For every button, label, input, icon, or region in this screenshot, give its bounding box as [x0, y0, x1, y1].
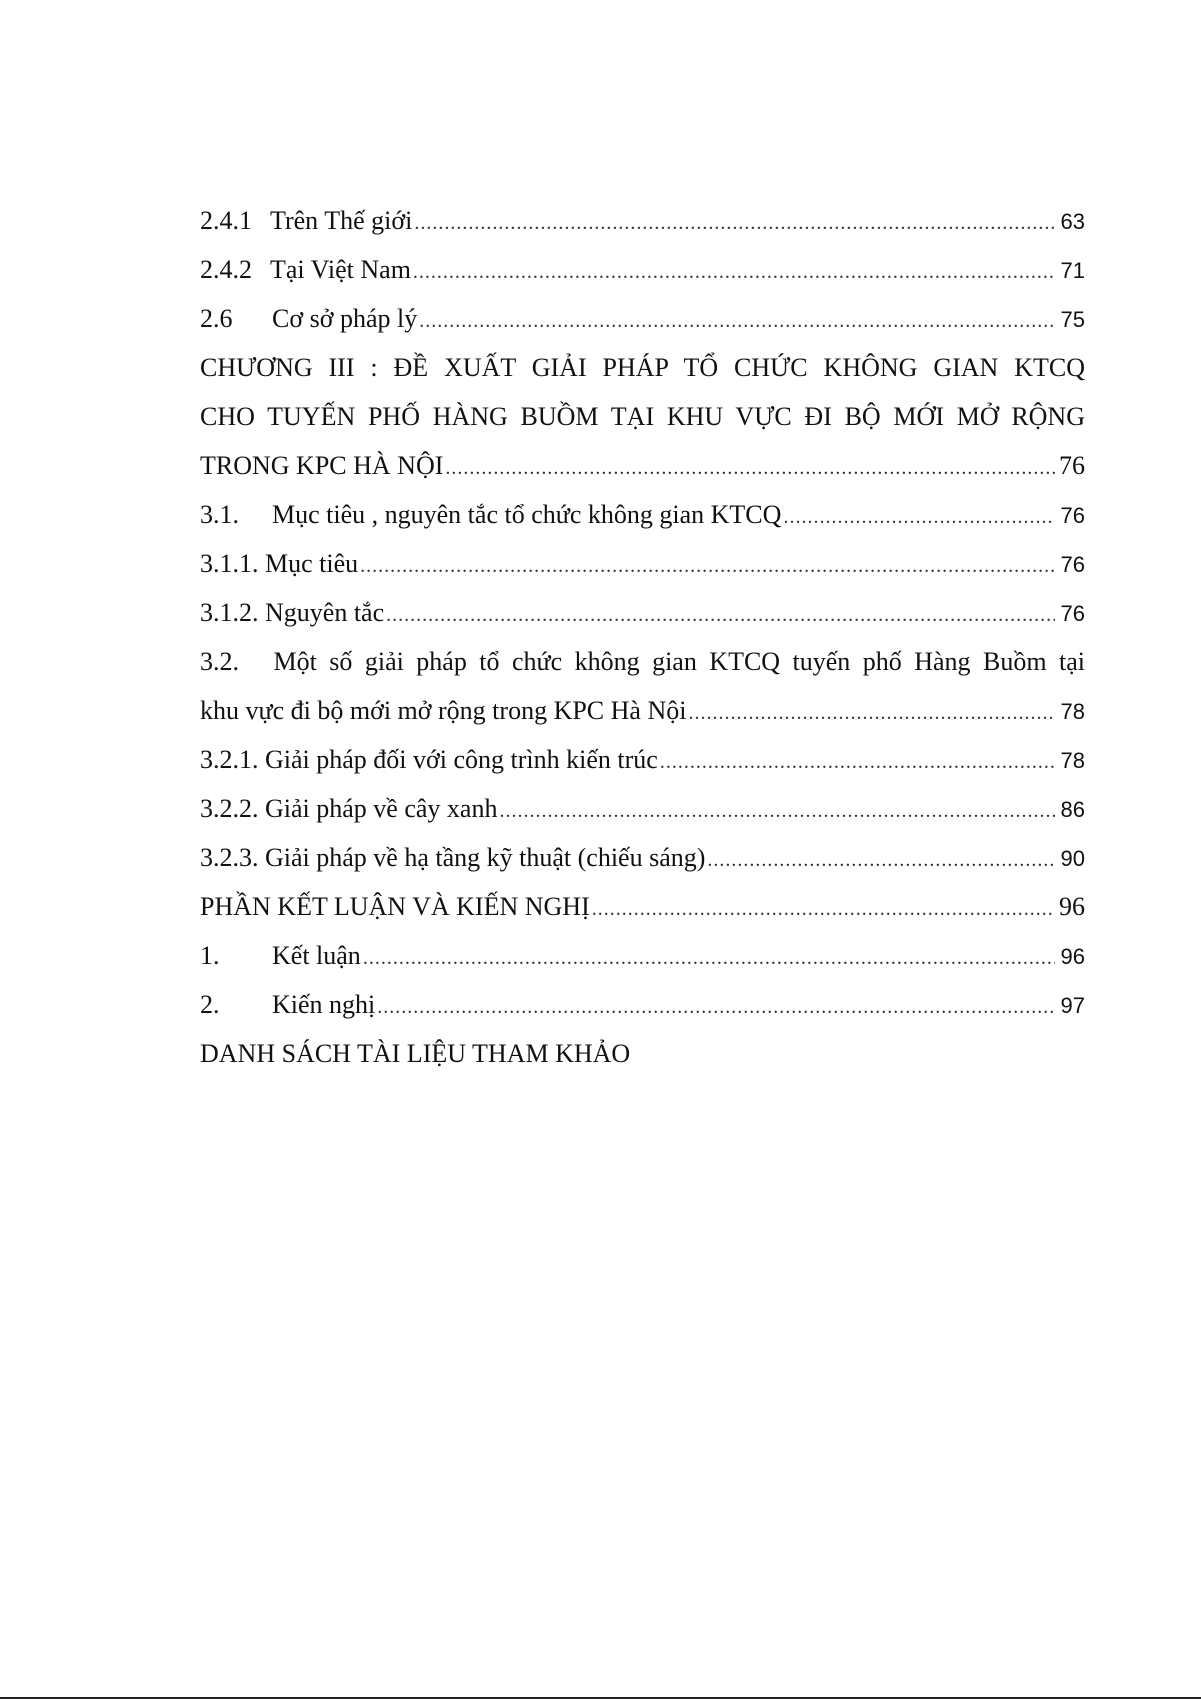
toc-entry-title: 3.1.1. Mục tiêu [200, 549, 359, 578]
toc-entry-page: 78 [1060, 699, 1085, 724]
toc-entry-title: 3.2.1. Giải pháp đối với công trình kiến trúc [200, 745, 658, 774]
toc-entry [200, 735, 1085, 784]
toc-entry [200, 196, 1085, 245]
toc-entry [200, 931, 1085, 980]
toc-entry-page: 76 [1060, 601, 1085, 626]
toc-entry [200, 588, 1085, 637]
dot-leader [413, 248, 1055, 297]
toc-entry-title: DANH SÁCH TÀI LIỆU THAM KHẢO [200, 1039, 631, 1068]
toc-entry-page: 86 [1060, 797, 1085, 822]
toc-entry-title: 3.2.3. Giải pháp về hạ tầng kỹ thuật (chiếu sáng) [200, 843, 706, 872]
dot-leader [688, 689, 1055, 738]
dot-leader [783, 493, 1055, 542]
dot-leader [419, 297, 1055, 346]
toc-entry-page: 76 [1060, 552, 1085, 577]
toc-entry-title: khu vực đi bộ mới mở rộng trong KPC Hà Nội [200, 696, 687, 725]
table-of-contents [200, 196, 1085, 1078]
toc-entry-number: 2.4.1 [200, 206, 252, 235]
toc-entry-page: 71 [1060, 258, 1085, 283]
toc-entry [200, 784, 1085, 833]
toc-entry-title: Kết luận [272, 941, 361, 970]
toc-entry-title: PHẦN KẾT LUẬN VÀ KIẾN NGHỊ [200, 892, 590, 921]
dot-leader [363, 934, 1055, 983]
toc-entry [200, 245, 1085, 294]
toc-entry-number: 2. [200, 990, 220, 1019]
toc-entry-number: 2.6 [200, 304, 233, 333]
dot-leader [445, 444, 1055, 493]
toc-entry-title: 3.1.2. Nguyên tắc [200, 598, 385, 627]
toc-entry [200, 833, 1085, 882]
toc-entry-number: 3.2. [200, 647, 239, 676]
toc-entry-page: 97 [1060, 993, 1085, 1018]
toc-entry-title: Mục tiêu , nguyên tắc tổ chức không gian KTCQ [272, 500, 782, 529]
toc-entry [200, 441, 1085, 490]
toc-entry-page: 76 [1059, 451, 1085, 480]
toc-entry-page: 78 [1060, 748, 1085, 773]
toc-entry-page: 96 [1060, 944, 1085, 969]
toc-entry [200, 686, 1085, 735]
dot-leader [499, 787, 1055, 836]
dot-leader [386, 591, 1055, 640]
toc-entry-title: Cơ sở pháp lý [272, 304, 418, 333]
toc-entry [200, 882, 1085, 931]
toc-entry [200, 980, 1085, 1029]
toc-entry [200, 1029, 1085, 1078]
toc-entry [200, 294, 1085, 343]
toc-entry-page: 63 [1060, 209, 1085, 234]
toc-entry [200, 637, 1085, 686]
toc-entry-page: 96 [1059, 892, 1085, 921]
toc-entry-page: 76 [1060, 503, 1085, 528]
toc-chapter-line: CHƯƠNG III : ĐỀ XUẤT GIẢI PHÁP TỔ CHỨC KHÔNG GIAN KTCQ [200, 353, 1085, 382]
toc-entry-number: 1. [200, 941, 220, 970]
toc-entry-number: 3.1. [200, 500, 239, 529]
dot-leader [592, 885, 1055, 934]
toc-entry-page: 75 [1060, 307, 1085, 332]
toc-entry-title: Tại Việt Nam [270, 255, 411, 284]
toc-entry-title: Một số giải pháp tổ chức không gian KTCQ tuyến phố Hàng Buồm tại [273, 647, 1086, 676]
dot-leader [360, 542, 1055, 591]
toc-entry-title: TRONG KPC HÀ NỘI [200, 451, 444, 480]
toc-entry-title: Kiến nghị [272, 990, 376, 1019]
toc-entry-page: 90 [1060, 846, 1085, 871]
toc-chapter-line: CHO TUYẾN PHỐ HÀNG BUỒM TẠI KHU VỰC ĐI BỘ MỚI MỞ RỘNG [200, 402, 1085, 431]
toc-entry-number: 2.4.2 [200, 255, 252, 284]
dot-leader [414, 199, 1055, 248]
dot-leader [377, 983, 1055, 1032]
toc-entry [200, 490, 1085, 539]
toc-entry-title: Trên Thế giới [270, 206, 413, 235]
dot-leader [660, 738, 1055, 787]
toc-entry [200, 539, 1085, 588]
toc-entry-title: 3.2.2. Giải pháp về cây xanh [200, 794, 498, 823]
dot-leader [707, 836, 1055, 885]
